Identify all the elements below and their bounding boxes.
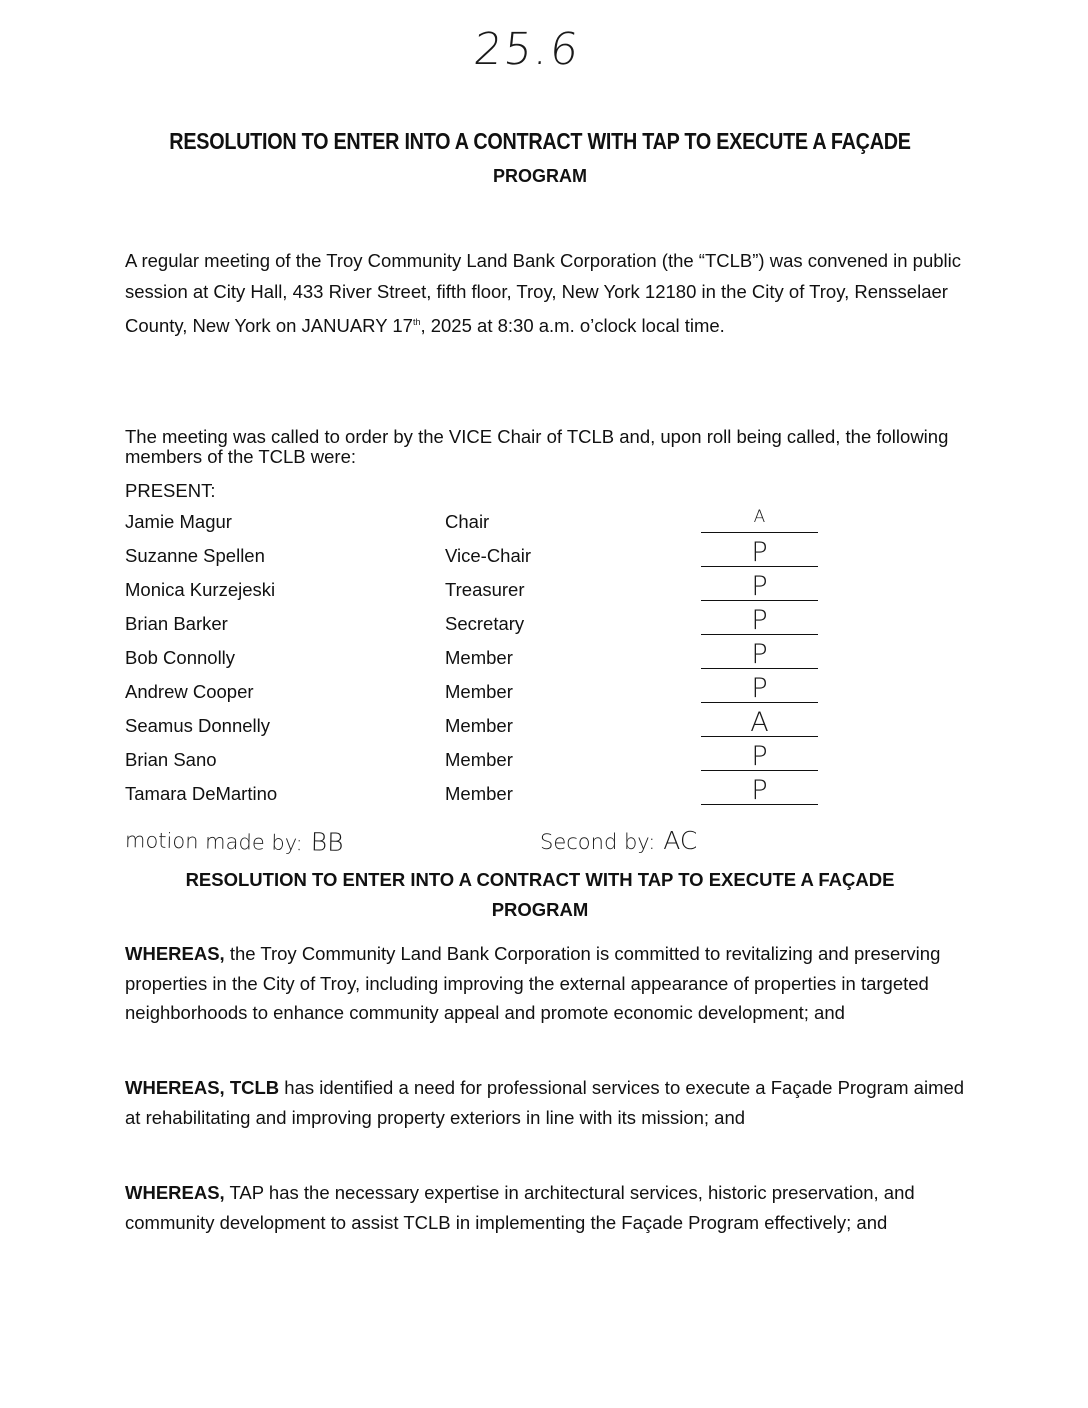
member-name: Monica Kurzejeski xyxy=(125,579,276,600)
member-name: Bob Connolly xyxy=(125,647,236,668)
member-office: Vice-Chair xyxy=(445,545,532,566)
whereas-label: WHEREAS, xyxy=(125,1182,225,1203)
attendance-mark: P xyxy=(751,639,768,670)
member-name: Andrew Cooper xyxy=(125,681,254,702)
member-office: Member xyxy=(445,715,513,736)
member-office: Secretary xyxy=(445,613,525,634)
document-title-line2: PROGRAM xyxy=(493,166,587,186)
attendance-blank-line xyxy=(701,532,818,533)
motion-label: motion made by: xyxy=(124,828,303,856)
whereas-paragraph-3 xyxy=(125,1178,965,1237)
attendance-mark: P xyxy=(751,775,768,806)
roll-call-paragraph: The meeting was called to order by the VICE Chair of TCLB and, upon roll being called, the following members of the TCLB were: xyxy=(125,426,949,467)
attendance-mark: A xyxy=(753,507,766,527)
member-office: Member xyxy=(445,749,513,770)
meeting-text-end: , 2025 at 8:30 a.m. o’clock local time. xyxy=(420,315,725,337)
attendance-mark: P xyxy=(751,741,768,772)
date-ordinal-superscript: th xyxy=(412,317,421,327)
member-office: Member xyxy=(445,681,513,702)
whereas-label: WHEREAS, xyxy=(125,943,225,964)
member-name: Tamara DeMartino xyxy=(125,783,278,804)
attendance-mark: P xyxy=(751,571,768,602)
second-by xyxy=(540,826,697,855)
resolution-heading: RESOLUTION TO ENTER INTO A CONTRACT WITH TAP TO EXECUTE A FAÇADE xyxy=(185,869,895,890)
whereas-text: the Troy Community Land Bank Corporation is committed to revitalizing and preserving properties in the City of Troy, including improving the external appearance of properties in targeted neighborhoods to enhance community appeal and promote economic development; and xyxy=(125,943,941,1023)
whereas-text: TAP has the necessary expertise in architectural services, historic preservation, and community development to assist TCLB in implementing the Façade Program effectively; and xyxy=(125,1182,915,1233)
member-name: Jamie Magur xyxy=(125,511,232,532)
meeting-paragraph xyxy=(125,246,965,342)
attendance-mark: P xyxy=(751,673,768,704)
member-name: Brian Barker xyxy=(125,613,228,634)
member-row xyxy=(0,639,1088,681)
member-row xyxy=(0,605,1088,647)
member-row xyxy=(0,537,1088,579)
member-row xyxy=(0,707,1088,749)
member-row xyxy=(0,741,1088,783)
meeting-text: A regular meeting of the Troy Community Land Bank Corporation (the “TCLB”) was convened in public session at City Hall, 433 River Street, fifth floor, Troy, New York 12180 in the City of Troy, Rensselaer County, New York on JANUARY 17 xyxy=(125,250,961,337)
present-label: PRESENT: xyxy=(125,480,216,501)
attendance-mark: A xyxy=(750,707,769,738)
member-name: Brian Sano xyxy=(125,749,217,770)
whereas-label: WHEREAS, TCLB xyxy=(125,1077,280,1098)
resolution-heading-line2: PROGRAM xyxy=(491,899,589,920)
handwritten-page-number: 25.6 xyxy=(471,24,583,75)
whereas-text: has identified a need for professional services to execute a Façade Program aimed at rehabilitating and improving property exteriors in line with its mission; and xyxy=(125,1077,965,1128)
member-row xyxy=(0,775,1088,817)
attendance-mark: P xyxy=(751,605,768,636)
whereas-paragraph-2 xyxy=(125,1073,965,1132)
second-initials: AC xyxy=(663,826,698,855)
document-title: RESOLUTION TO ENTER INTO A CONTRACT WITH TAP TO EXECUTE A FAÇADE xyxy=(169,128,911,154)
motion-initials: BB xyxy=(310,827,344,857)
member-office: Member xyxy=(445,647,513,668)
attendance-mark: P xyxy=(751,537,768,568)
member-office: Chair xyxy=(445,511,490,532)
member-row xyxy=(0,507,1088,545)
member-name: Suzanne Spellen xyxy=(125,545,265,566)
second-label: Second by: xyxy=(540,830,656,854)
whereas-paragraph-1 xyxy=(125,939,965,1028)
member-row xyxy=(0,571,1088,613)
member-office: Treasurer xyxy=(445,579,525,600)
member-office: Member xyxy=(445,783,513,804)
motion-made-by xyxy=(125,824,344,857)
member-name: Seamus Donnelly xyxy=(125,715,270,736)
member-row xyxy=(0,673,1088,715)
